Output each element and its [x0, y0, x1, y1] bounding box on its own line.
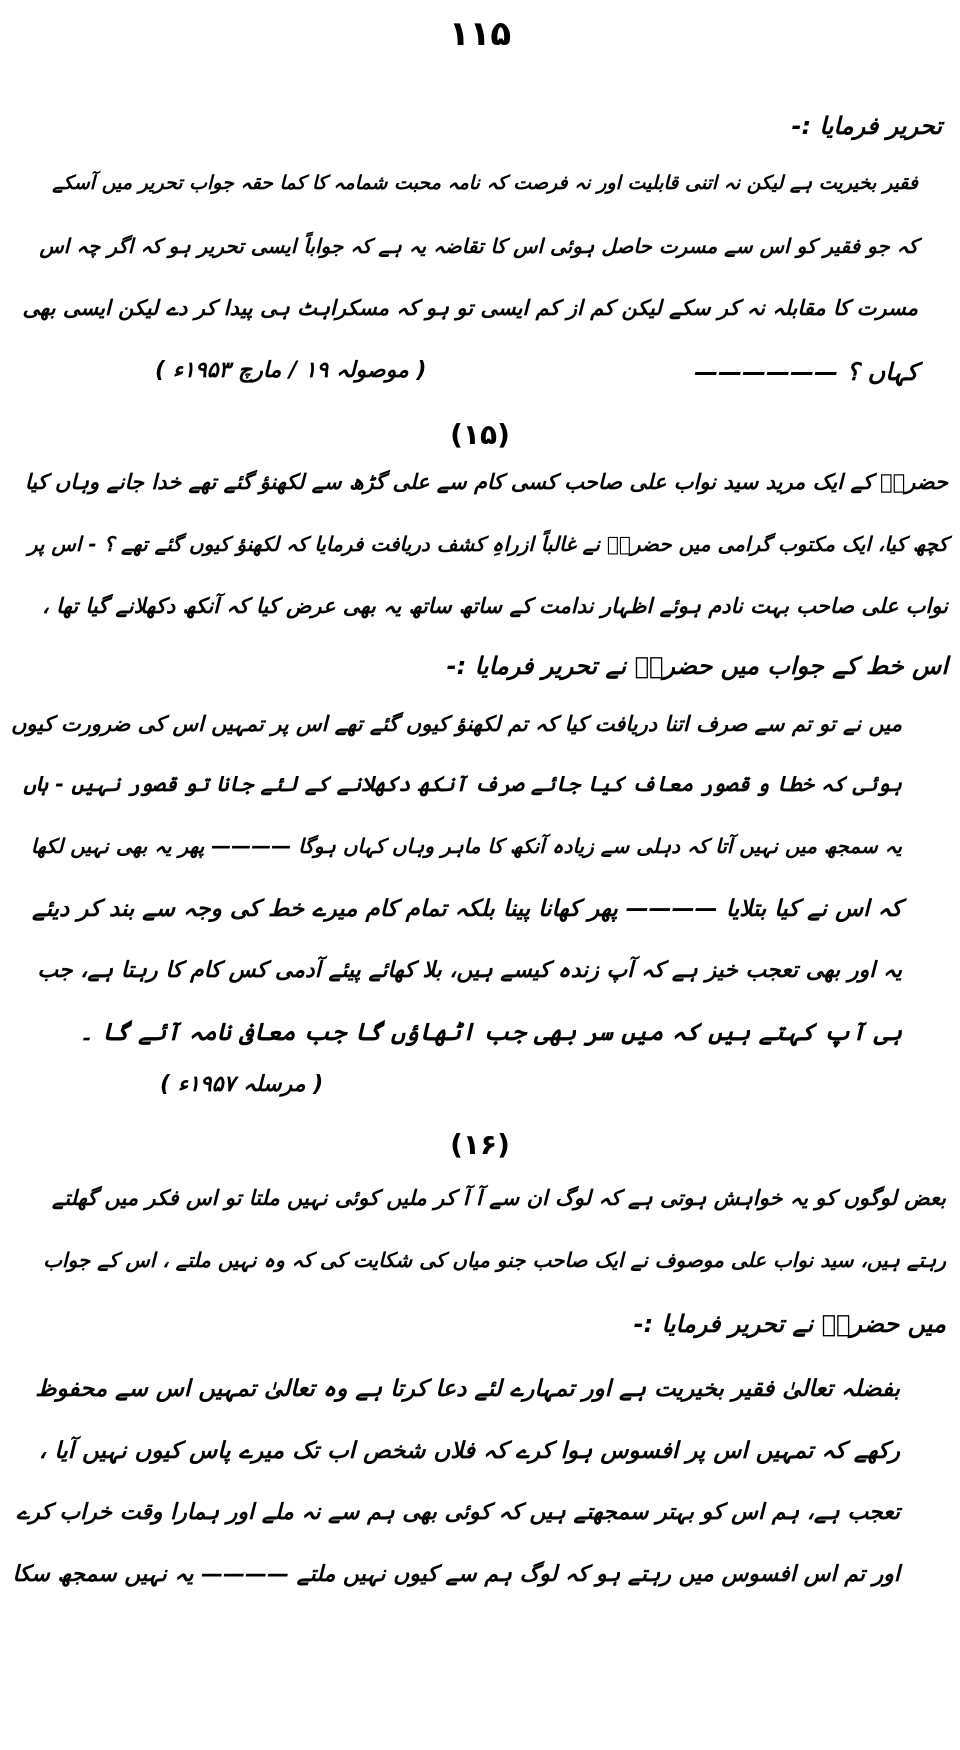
- source-note: ( موصولہ ۱۹ / مارچ ۱۹۵۳ء ): [155, 358, 427, 383]
- intro-line: میں حضرتؒ نے تحریر فرمایا :-: [633, 1310, 946, 1338]
- letter-line: میں نے تو تم سے صرف اتنا دریافت کیا کہ تم لکھنؤ کیوں گئے تھے اس پر تمہیں اس کی ضرورت کیوں: [10, 712, 902, 736]
- letter-line: کہ اس نے کیا بتلایا ———— پھر کھانا پینا بلکہ تمام کام میرے خط کی وجہ سے بند کر دیئے: [32, 896, 902, 922]
- letter-line: مسرت کا مقابلہ نہ کر سکے لیکن کم از کم ایسی تو ہو کہ مسکراہٹ ہی پیدا کر دے لیکن ایسی بھی: [22, 296, 918, 320]
- intro-line: حضرتؒ کے ایک مرید سید نواب علی صاحب کسی کام سے علی گڑھ سے لکھنؤ گئے تھے خدا جانے وہاں کیا: [24, 470, 948, 494]
- section-number: (۱۶): [450, 1128, 510, 1161]
- letter-line: کہ جو فقیر کو اس سے مسرت حاصل ہوئی اس کا تقاضہ یہ ہے کہ جواباً ایسی تحریر ہو کہ اگر چہ اس: [39, 234, 918, 258]
- intro-line: بعض لوگوں کو یہ خواہش ہوتی ہے کہ لوگ ان سے آ آ کر ملیں کوئی نہیں ملتا تو اس فکر میں گھلتے: [51, 1186, 946, 1210]
- letter-line: ہوئی کہ خطا و قصور معاف کیا جائے صرف آنکھ دکھلانے کے لئے جانا تو قصور نہیں - ہاں: [23, 772, 902, 796]
- intro-line: کچھ کیا، ایک مکتوب گرامی میں حضرتؒ نے غالباً ازراہِ کشف دریافت فرمایا کہ لکھنؤ کیوں گئے تھے ؟ - اس پر: [27, 532, 948, 556]
- intro-line: اس خط کے جواب میں حضرتؒ نے تحریر فرمایا :-: [446, 652, 948, 680]
- intro-line: رہتے ہیں، سید نواب علی موصوف نے ایک صاحب جنو میاں کی شکایت کی کہ وہ نہیں ملتے ، اس کے جواب: [43, 1248, 946, 1272]
- letter-line: یہ سمجھ میں نہیں آتا کہ دہلی سے زیادہ آنکھ کا ماہر وہاں کہاں ہوگا ———— پھر یہ بھی نہیں لکھا: [30, 834, 902, 858]
- letter-line: تعجب ہے، ہم اس کو بہتر سمجھتے ہیں کہ کوئی بھی ہم سے نہ ملے اور ہمارا وقت خراب کرے: [16, 1500, 900, 1525]
- letter-line: فقیر بخیریت ہے لیکن نہ اتنی قابلیت اور نہ فرصت کہ نامہ محبت شمامہ کا کما حقہ جواب تحریر میں آسکے: [52, 172, 918, 194]
- source-note: ( مرسلہ ۱۹۵۷ء ): [160, 1072, 324, 1097]
- section-number: (۱۵): [450, 418, 510, 451]
- letter-line: کہاں ؟ ——————: [694, 358, 918, 386]
- letter-line: اور تم اس افسوس میں رہتے ہو کہ لوگ ہم سے کیوں نہیں ملتے ———— یہ نہیں سمجھ سکا: [12, 1562, 900, 1587]
- letter-line: بفضلہ تعالیٰ فقیر بخیریت ہے اور تمہارے لئے دعا کرتا ہے وہ تعالیٰ تمہیں اس سے محفوظ: [35, 1376, 900, 1402]
- letter-line: رکھے کہ تمہیں اس پر افسوس ہوا کرے کہ فلاں شخص اب تک میرے پاس کیوں نہیں آیا ،: [38, 1438, 900, 1464]
- intro-line: تحریر فرمایا :-: [791, 112, 942, 140]
- letter-line: یہ اور بھی تعجب خیز ہے کہ آپ زندہ کیسے ہیں، بلا کھائے پیئے آدمی کس کام کا رہتا ہے، جب: [37, 958, 902, 983]
- intro-line: نواب علی صاحب بہت نادم ہوئے اظہار ندامت کے ساتھ ساتھ یہ بھی عرض کیا کہ آنکھ دکھلانے گیا تھا ،: [42, 594, 948, 618]
- page-number: ۱۱۵: [448, 14, 512, 54]
- letter-line: ہی آپ کہتے ہیں کہ میں سر بھی جب اٹھاؤں گا جب معافی نامہ آئے گا ۔: [79, 1018, 902, 1046]
